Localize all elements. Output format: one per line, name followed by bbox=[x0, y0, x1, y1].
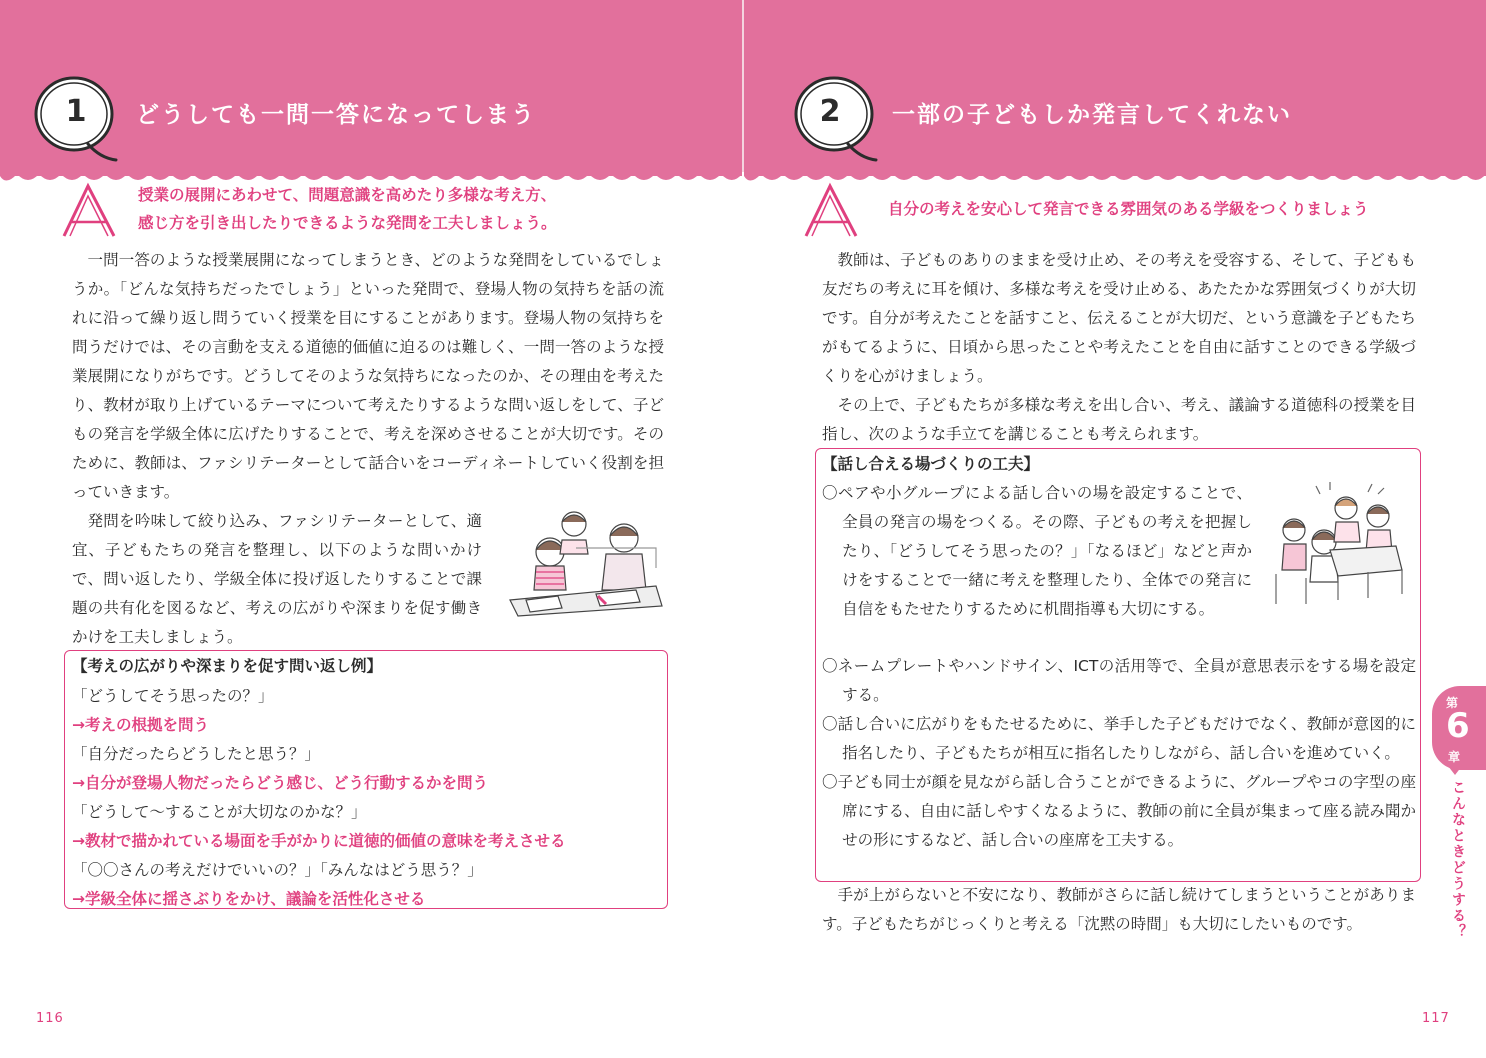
tips-list-bottom bbox=[822, 652, 1416, 855]
page-gutter bbox=[742, 0, 744, 172]
page-number-left: 116 bbox=[36, 1011, 64, 1026]
tip-item: 〇ペアや小グループによる話し合いの場を設定することで、全員の発言の場をつくる。その際、子どもの考えを把握したり、「どうしてそう思ったの？」「なるほど」などと声かけをすることで一緒に考えを整理したり、全体での発言に自信をもたせたりするために机間指導も大切にする。 bbox=[822, 484, 1252, 618]
tip-item: 〇話し合いに広がりをもたせるために、挙手した子どもだけでなく、教師が意図的に指名したり、子どもたちが相互に指名したりしながら、話し合いを進めていく。 bbox=[822, 715, 1416, 762]
answer-left-line: 授業の展開にあわせて、問題意識を高めたり多様な考え方、 bbox=[138, 186, 557, 204]
question-title-right: 一部の子どもしか発言してくれない bbox=[892, 102, 1292, 128]
examples-box-title: 【考えの広がりや深まりを促す問い返し例】 bbox=[72, 657, 383, 675]
a-letter-icon bbox=[802, 182, 862, 238]
tips-list-top bbox=[822, 479, 1252, 624]
chapter-title: こんなときどうする？ bbox=[1450, 780, 1466, 940]
answer-left-line: 感じ方を引き出したりできるような発問を工夫しましょう。 bbox=[138, 214, 557, 232]
example-purpose: →学級全体に揺さぶりをかけ、議論を活性化させる bbox=[72, 890, 426, 908]
right-paragraph-1: 教師は、子どものありのままを受け止め、その考えを受容する、そして、子どもも友だちの考えに耳を傾け、多様な考えを受け止める、あたたかな雰囲気づくりが大切です。自分が考えたことを話すこと、伝えることが大切だ、という意識を子どもたちがもてるように、日頃から思ったことや考えたことを自由に話すことのできる学級づくりを心がけましょう。 bbox=[822, 251, 1416, 385]
example-question: 「どうして～することが大切なのかな？」 bbox=[72, 803, 367, 821]
group-discussion-illustration bbox=[1272, 478, 1414, 608]
left-paragraph-2: 発問を吟味して絞り込み、ファシリテーターとして、適宜、子どもたちの発言を整理し、以下のような問いかけで、問い返したり、学級全体に投げ返したりすることで課題の共有化を図るなど、考えの広がりや深まりを促す働きかけを工夫しましょう。 bbox=[72, 512, 482, 646]
example-question: 「自分だったらどうしたと思う？」 bbox=[72, 745, 321, 763]
question-number-right: 2 bbox=[819, 94, 841, 129]
right-paragraph-3: 手が上がらないと不安になり、教師がさらに話し続けてしまうということがあります。子どもたちがじっくりと考える「沈黙の時間」も大切にしたいものです。 bbox=[822, 886, 1416, 933]
answer-left bbox=[138, 181, 698, 237]
tip-item: 〇子ども同士が顔を見ながら話し合うことができるように、グループやコの字型の座席にする、自由に話しやすくなるように、教師の前に全員が集まって座る読み聞かせの形にするなど、話し合いの座席を工夫する。 bbox=[822, 773, 1416, 849]
page-number-right: 117 bbox=[1422, 1011, 1450, 1026]
chapter-tab-notch bbox=[1448, 766, 1462, 775]
tips-box-title: 【話し合える場づくりの工夫】 bbox=[822, 455, 1040, 473]
example-question: 「どうしてそう思ったの？」 bbox=[72, 687, 274, 705]
chapter-suffix: 章 bbox=[1448, 750, 1461, 764]
chapter-prefix: 第 bbox=[1446, 696, 1459, 710]
example-question: 「〇〇さんの考えだけでいいの？」「みんなはどう思う？」 bbox=[72, 861, 483, 879]
example-purpose: →教材で描かれている場面を手がかりに道徳的価値の意味を考えさせる bbox=[72, 832, 566, 850]
right-paragraph-2: その上で、子どもたちが多様な考えを出し合い、考え、議論する道徳科の授業を目指し、次のような手立てを講じることも考えられます。 bbox=[822, 396, 1416, 443]
left-paragraph-1: 一問一答のような授業展開になってしまうとき、どのような発問をしているでしょうか。「どんな気持ちだったでしょう」といった発問で、登場人物の気持ちを話の流れに沿って繰り返し問うていく授業を目にすることがあります。登場人物の気持ちを問うだけでは、その言動を支える道徳的価値に迫るのは難しく、一問一答のような授業展開になりがちです。どうしてそのような気持ちになったのか、その理由を考えたり、教材が取り上げているテーマについて考えたりするような問い返しをして、子どもの発言を学級全体に広げたりすることで、考えを深めさせることが大切です。そのために、教師は、ファシリテーターとして話合いをコーディネートしていく役割を担っていきます。 bbox=[72, 251, 664, 501]
classroom-illustration bbox=[506, 508, 666, 620]
examples-list bbox=[72, 682, 662, 914]
a-letter-icon bbox=[60, 182, 120, 238]
answer-right: 自分の考えを安心して発言できる雰囲気のある学級をつくりましょう bbox=[888, 200, 1369, 218]
question-title-left: どうしても一問一答になってしまう bbox=[136, 102, 536, 128]
example-purpose: →自分が登場人物だったらどう感じ、どう行動するかを問う bbox=[72, 774, 488, 792]
example-purpose: →考えの根拠を問う bbox=[72, 716, 209, 734]
question-number-left: 1 bbox=[65, 94, 87, 129]
tip-item: 〇ネームプレートやハンドサイン、ICTの活用等で、全員が意思表示をする場を設定する。 bbox=[822, 657, 1416, 704]
chapter-number: 6 bbox=[1446, 706, 1470, 746]
